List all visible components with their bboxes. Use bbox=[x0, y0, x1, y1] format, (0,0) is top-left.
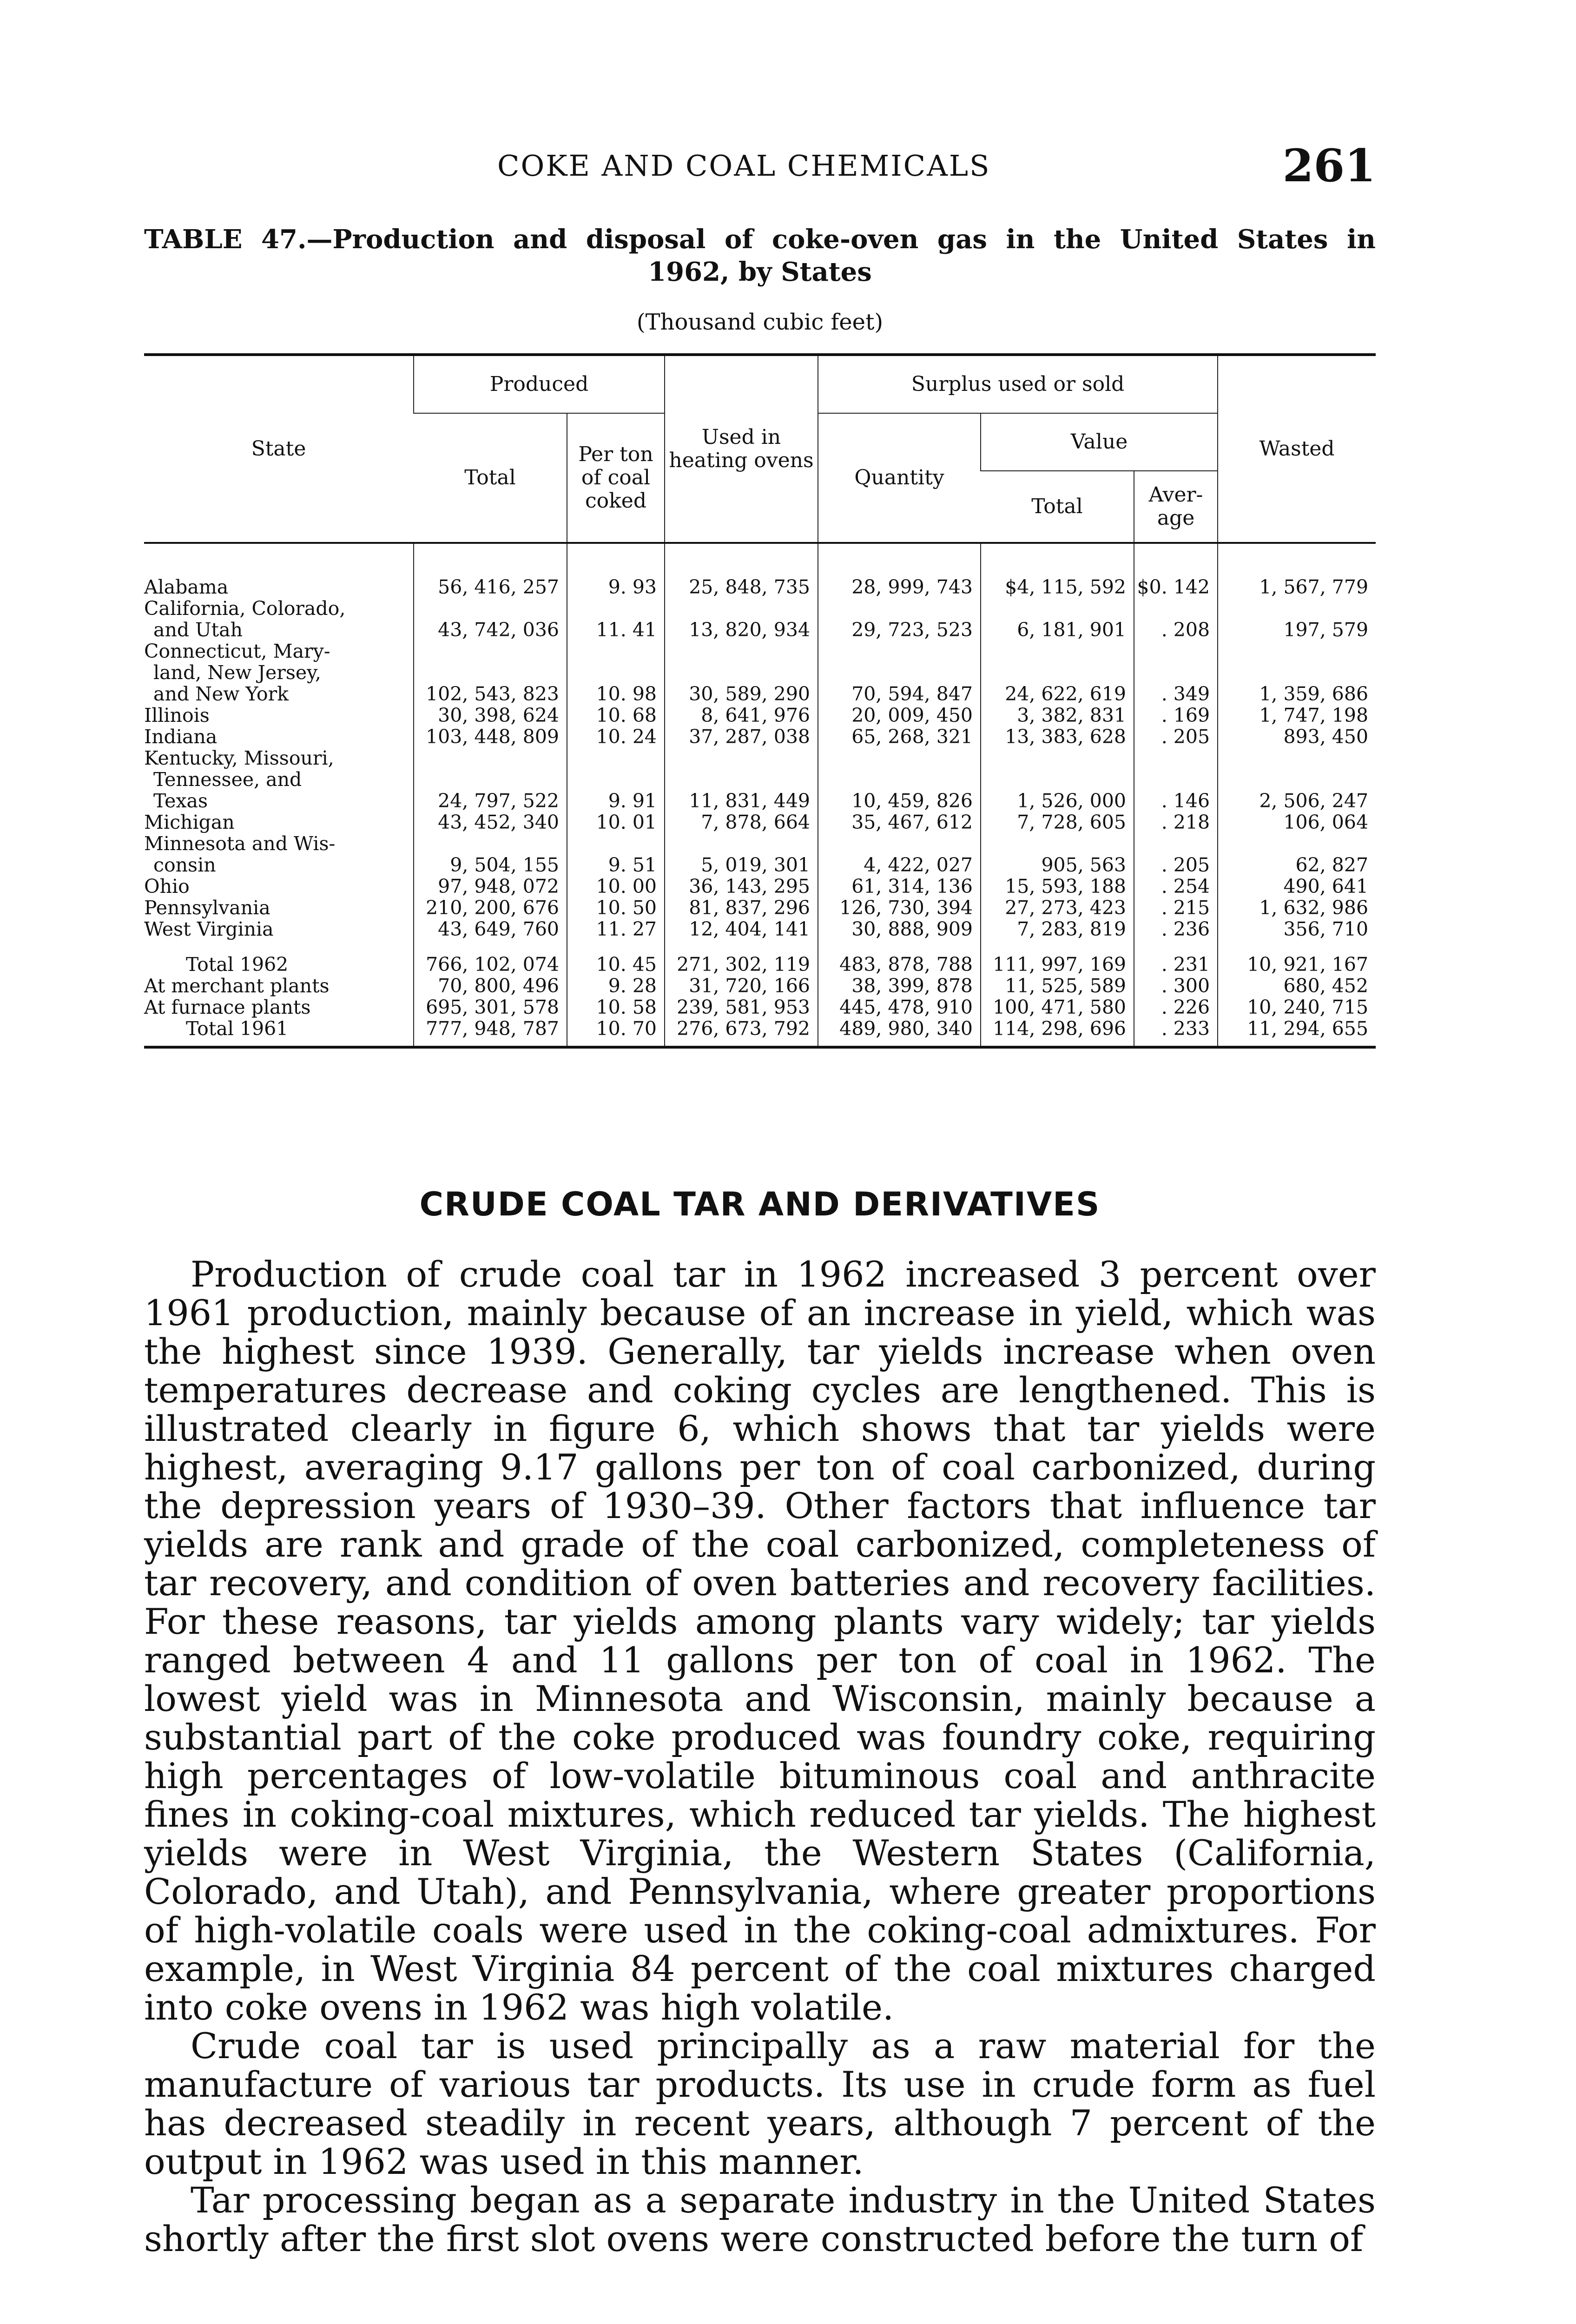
table-row bbox=[144, 598, 1376, 640]
per-ton-cell: 9. 91 bbox=[567, 747, 665, 812]
produced-total-cell: 43, 649, 760 bbox=[414, 918, 567, 940]
table-row bbox=[144, 640, 1376, 705]
used-heating-cell: 7, 878, 664 bbox=[665, 812, 818, 833]
state-cell bbox=[144, 598, 414, 640]
wasted-cell: 10, 240, 715 bbox=[1218, 997, 1376, 1018]
per-ton-cell: 11. 41 bbox=[567, 598, 665, 640]
quantity-cell: 35, 467, 612 bbox=[818, 812, 981, 833]
table-row bbox=[144, 918, 1376, 940]
header-surplus: Surplus used or sold bbox=[818, 355, 1218, 413]
quantity-cell: 30, 888, 909 bbox=[818, 918, 981, 940]
used-heating-cell: 81, 837, 296 bbox=[665, 897, 818, 918]
wasted-cell: 490, 641 bbox=[1218, 876, 1376, 897]
produced-total-cell: 97, 948, 072 bbox=[414, 876, 567, 897]
produced-total-cell: 695, 301, 578 bbox=[414, 997, 567, 1018]
body-text bbox=[144, 1255, 1376, 2258]
wasted-cell: 62, 827 bbox=[1218, 833, 1376, 876]
wasted-cell: 197, 579 bbox=[1218, 598, 1376, 640]
value-total-cell: 111, 997, 169 bbox=[981, 954, 1134, 975]
per-ton-cell: 10. 98 bbox=[567, 640, 665, 705]
coke-oven-gas-table bbox=[144, 353, 1376, 1049]
table-row bbox=[144, 876, 1376, 897]
quantity-cell: 70, 594, 847 bbox=[818, 640, 981, 705]
used-heating-cell: 12, 404, 141 bbox=[665, 918, 818, 940]
header-wasted: Wasted bbox=[1218, 355, 1376, 543]
used-heating-cell: 276, 673, 792 bbox=[665, 1018, 818, 1047]
state-label: Illinois bbox=[144, 704, 210, 726]
used-heating-cell: 271, 302, 119 bbox=[665, 954, 818, 975]
state-cell bbox=[144, 897, 414, 918]
state-cell bbox=[144, 954, 414, 975]
table-body bbox=[144, 543, 1376, 1047]
per-ton-cell: 9. 93 bbox=[567, 576, 665, 598]
used-heating-cell: 37, 287, 038 bbox=[665, 726, 818, 747]
value-total-cell: 11, 525, 589 bbox=[981, 975, 1134, 997]
header-quantity: Quantity bbox=[818, 413, 981, 543]
total-row bbox=[144, 1018, 1376, 1047]
value-average-cell: . 169 bbox=[1134, 705, 1218, 726]
per-ton-cell: 10. 50 bbox=[567, 897, 665, 918]
per-ton-cell: 10. 68 bbox=[567, 705, 665, 726]
running-title: COKE AND COAL CHEMICALS bbox=[497, 149, 991, 183]
state-label: Ohio bbox=[144, 875, 190, 898]
value-total-cell: 13, 383, 628 bbox=[981, 726, 1134, 747]
produced-total-cell: 43, 452, 340 bbox=[414, 812, 567, 833]
state-cell bbox=[144, 975, 414, 997]
produced-total-cell: 102, 543, 823 bbox=[414, 640, 567, 705]
value-average-cell: . 215 bbox=[1134, 897, 1218, 918]
state-cell bbox=[144, 705, 414, 726]
used-heating-cell: 25, 848, 735 bbox=[665, 576, 818, 598]
wasted-cell: 356, 710 bbox=[1218, 918, 1376, 940]
produced-total-cell: 766, 102, 074 bbox=[414, 954, 567, 975]
header-used-heating: Used in heating ovens bbox=[665, 355, 818, 543]
quantity-cell: 4, 422, 027 bbox=[818, 833, 981, 876]
state-cell bbox=[144, 1018, 414, 1047]
state-label: Minnesota and Wis- bbox=[144, 832, 336, 855]
table-caption bbox=[144, 223, 1376, 288]
header-value-average: Aver-age bbox=[1134, 471, 1218, 543]
used-heating-cell: 30, 589, 290 bbox=[665, 640, 818, 705]
quantity-cell: 10, 459, 826 bbox=[818, 747, 981, 812]
wasted-cell: 106, 064 bbox=[1218, 812, 1376, 833]
total-row bbox=[144, 975, 1376, 997]
table-caption-line-1: TABLE 47.—Production and disposal of coke-oven gas in the United States in bbox=[144, 224, 1376, 255]
quantity-cell: 445, 478, 910 bbox=[818, 997, 981, 1018]
total-label: Total 1961 bbox=[186, 1017, 289, 1040]
quantity-cell: 20, 009, 450 bbox=[818, 705, 981, 726]
value-total-cell: 24, 622, 619 bbox=[981, 640, 1134, 705]
state-label: Texas bbox=[153, 790, 208, 812]
state-cell bbox=[144, 812, 414, 833]
produced-total-cell: 56, 416, 257 bbox=[414, 576, 567, 598]
value-average-cell: . 226 bbox=[1134, 997, 1218, 1018]
value-total-cell: 27, 273, 423 bbox=[981, 897, 1134, 918]
value-total-cell: 905, 563 bbox=[981, 833, 1134, 876]
table-row bbox=[144, 897, 1376, 918]
state-label: and Utah bbox=[153, 619, 243, 641]
per-ton-cell: 9. 51 bbox=[567, 833, 665, 876]
used-heating-cell: 36, 143, 295 bbox=[665, 876, 818, 897]
wasted-cell: 893, 450 bbox=[1218, 726, 1376, 747]
produced-total-cell: 777, 948, 787 bbox=[414, 1018, 567, 1047]
state-cell bbox=[144, 833, 414, 876]
used-heating-cell: 8, 641, 976 bbox=[665, 705, 818, 726]
quantity-cell: 489, 980, 340 bbox=[818, 1018, 981, 1047]
value-total-cell: 3, 382, 831 bbox=[981, 705, 1134, 726]
wasted-cell: 1, 747, 198 bbox=[1218, 705, 1376, 726]
header-produced-total: Total bbox=[414, 413, 567, 543]
produced-total-cell: 9, 504, 155 bbox=[414, 833, 567, 876]
used-heating-cell: 5, 019, 301 bbox=[665, 833, 818, 876]
per-ton-cell: 10. 58 bbox=[567, 997, 665, 1018]
per-ton-cell: 11. 27 bbox=[567, 918, 665, 940]
produced-total-cell: 43, 742, 036 bbox=[414, 598, 567, 640]
quantity-cell: 61, 314, 136 bbox=[818, 876, 981, 897]
wasted-cell: 10, 921, 167 bbox=[1218, 954, 1376, 975]
quantity-cell: 65, 268, 321 bbox=[818, 726, 981, 747]
wasted-cell: 11, 294, 655 bbox=[1218, 1018, 1376, 1047]
used-heating-cell: 31, 720, 166 bbox=[665, 975, 818, 997]
per-ton-cell: 10. 01 bbox=[567, 812, 665, 833]
section-heading: CRUDE COAL TAR AND DERIVATIVES bbox=[419, 1185, 1101, 1223]
header-value: Value bbox=[981, 413, 1218, 471]
value-average-cell: . 236 bbox=[1134, 918, 1218, 940]
table-row bbox=[144, 576, 1376, 598]
value-total-cell: 6, 181, 901 bbox=[981, 598, 1134, 640]
header-produced: Produced bbox=[414, 355, 665, 413]
state-label: Pennsylvania bbox=[144, 897, 270, 919]
value-average-cell: . 233 bbox=[1134, 1018, 1218, 1047]
used-heating-cell: 13, 820, 934 bbox=[665, 598, 818, 640]
paragraph-3: Tar processing began as a separate industry in the United States shortly after the first slot ovens were constructed before the turn of bbox=[144, 2179, 1376, 2259]
table-row bbox=[144, 747, 1376, 812]
state-label: land, New Jersey, bbox=[153, 661, 321, 684]
quantity-cell: 29, 723, 523 bbox=[818, 598, 981, 640]
per-ton-cell: 10. 00 bbox=[567, 876, 665, 897]
per-ton-cell: 10. 70 bbox=[567, 1018, 665, 1047]
header-state: State bbox=[144, 355, 414, 543]
state-label: Tennessee, and bbox=[153, 768, 302, 791]
state-cell bbox=[144, 726, 414, 747]
total-row bbox=[144, 954, 1376, 975]
state-label: and New York bbox=[153, 683, 289, 705]
quantity-cell: 38, 399, 878 bbox=[818, 975, 981, 997]
value-total-cell: 1, 526, 000 bbox=[981, 747, 1134, 812]
state-label: Indiana bbox=[144, 726, 218, 748]
value-total-cell: 114, 298, 696 bbox=[981, 1018, 1134, 1047]
value-total-cell: 7, 728, 605 bbox=[981, 812, 1134, 833]
paragraph-1: Production of crude coal tar in 1962 increased 3 percent over 1961 production, mainly because of an increase in yield, which was the highest since 1939. Generally, tar yields increase when oven temperatures decrease and coking cycles are lengthened. This is illustrated clearly in figure 6, which shows that tar yields were highest, averaging 9.17 gallons per ton of coal carbonized, during the depression years of 1930–39. Other factors that influence tar yields are rank and grade of the coal carbonized, completeness of tar recovery, and condition of oven batteries and recovery facilities. For these reasons, tar yields among plants vary widely; tar yields ranged between 4 and 11 gallons per ton of coal in 1962. The lowest yield was in Minnesota and Wisconsin, mainly because a substantial part of the coke produced was foundry coke, requiring high percentages of low-volatile bituminous coal and anthracite fines in coking-coal mixtures, which reduced tar yields. The highest yields were in West Virginia, the Western States (California, Colorado, and Utah), and Pennsylvania, where greater proportions of high-volatile coals were used in the coking-coal admixtures. For example, in West Virginia 84 percent of the coal mixtures charged into coke ovens in 1962 was high volatile. bbox=[144, 1254, 1376, 2028]
state-cell bbox=[144, 918, 414, 940]
value-average-cell: . 218 bbox=[1134, 812, 1218, 833]
table-row bbox=[144, 812, 1376, 833]
state-cell bbox=[144, 747, 414, 812]
wasted-cell: 1, 632, 986 bbox=[1218, 897, 1376, 918]
wasted-cell: 1, 567, 779 bbox=[1218, 576, 1376, 598]
per-ton-cell: 10. 24 bbox=[567, 726, 665, 747]
table-row bbox=[144, 726, 1376, 747]
state-cell bbox=[144, 576, 414, 598]
table-caption-line-2: 1962, by States bbox=[648, 257, 872, 287]
total-label: Total 1962 bbox=[186, 953, 289, 976]
value-total-cell: $4, 115, 592 bbox=[981, 576, 1134, 598]
produced-total-cell: 30, 398, 624 bbox=[414, 705, 567, 726]
value-total-cell: 15, 593, 188 bbox=[981, 876, 1134, 897]
state-label: Alabama bbox=[144, 576, 229, 598]
state-label: consin bbox=[153, 854, 216, 876]
value-average-cell: . 349 bbox=[1134, 640, 1218, 705]
state-label: Kentucky, Missouri, bbox=[144, 747, 334, 769]
used-heating-cell: 239, 581, 953 bbox=[665, 997, 818, 1018]
table-row bbox=[144, 705, 1376, 726]
produced-total-cell: 70, 800, 496 bbox=[414, 975, 567, 997]
quantity-cell: 28, 999, 743 bbox=[818, 576, 981, 598]
used-heating-cell: 11, 831, 449 bbox=[665, 747, 818, 812]
value-total-cell: 7, 283, 819 bbox=[981, 918, 1134, 940]
value-total-cell: 100, 471, 580 bbox=[981, 997, 1134, 1018]
state-label: California, Colorado, bbox=[144, 597, 346, 620]
wasted-cell: 680, 452 bbox=[1218, 975, 1376, 997]
state-cell bbox=[144, 640, 414, 705]
value-average-cell: . 208 bbox=[1134, 598, 1218, 640]
state-label: Connecticut, Mary- bbox=[144, 640, 330, 662]
wasted-cell: 1, 359, 686 bbox=[1218, 640, 1376, 705]
state-cell bbox=[144, 876, 414, 897]
per-ton-cell: 10. 45 bbox=[567, 954, 665, 975]
produced-total-cell: 210, 200, 676 bbox=[414, 897, 567, 918]
total-label: At furnace plants bbox=[144, 996, 311, 1018]
quantity-cell: 126, 730, 394 bbox=[818, 897, 981, 918]
table-units: (Thousand cubic feet) bbox=[636, 309, 884, 335]
table-row bbox=[144, 833, 1376, 876]
value-average-cell: . 205 bbox=[1134, 833, 1218, 876]
state-label: West Virginia bbox=[144, 918, 274, 940]
total-label: At merchant plants bbox=[144, 975, 330, 997]
header-per-ton: Per ton of coal coked bbox=[567, 413, 665, 543]
wasted-cell: 2, 506, 247 bbox=[1218, 747, 1376, 812]
value-average-cell: . 231 bbox=[1134, 954, 1218, 975]
paragraph-2: Crude coal tar is used principally as a raw material for the manufacture of various tar products. Its use in crude form as fuel has decreased steadily in recent years, although 7 percent of the output in 1962 was used in this manner. bbox=[144, 2025, 1376, 2182]
total-row bbox=[144, 997, 1376, 1018]
value-average-cell: . 146 bbox=[1134, 747, 1218, 812]
value-average-cell: . 300 bbox=[1134, 975, 1218, 997]
value-average-cell: . 205 bbox=[1134, 726, 1218, 747]
produced-total-cell: 24, 797, 522 bbox=[414, 747, 567, 812]
running-head bbox=[144, 139, 1376, 205]
per-ton-cell: 9. 28 bbox=[567, 975, 665, 997]
page-number: 261 bbox=[1282, 139, 1376, 192]
produced-total-cell: 103, 448, 809 bbox=[414, 726, 567, 747]
state-cell bbox=[144, 997, 414, 1018]
quantity-cell: 483, 878, 788 bbox=[818, 954, 981, 975]
value-average-cell: $0. 142 bbox=[1134, 576, 1218, 598]
header-value-total: Total bbox=[981, 471, 1134, 543]
state-label: Michigan bbox=[144, 811, 235, 833]
row-gap bbox=[144, 940, 1376, 954]
value-average-cell: . 254 bbox=[1134, 876, 1218, 897]
